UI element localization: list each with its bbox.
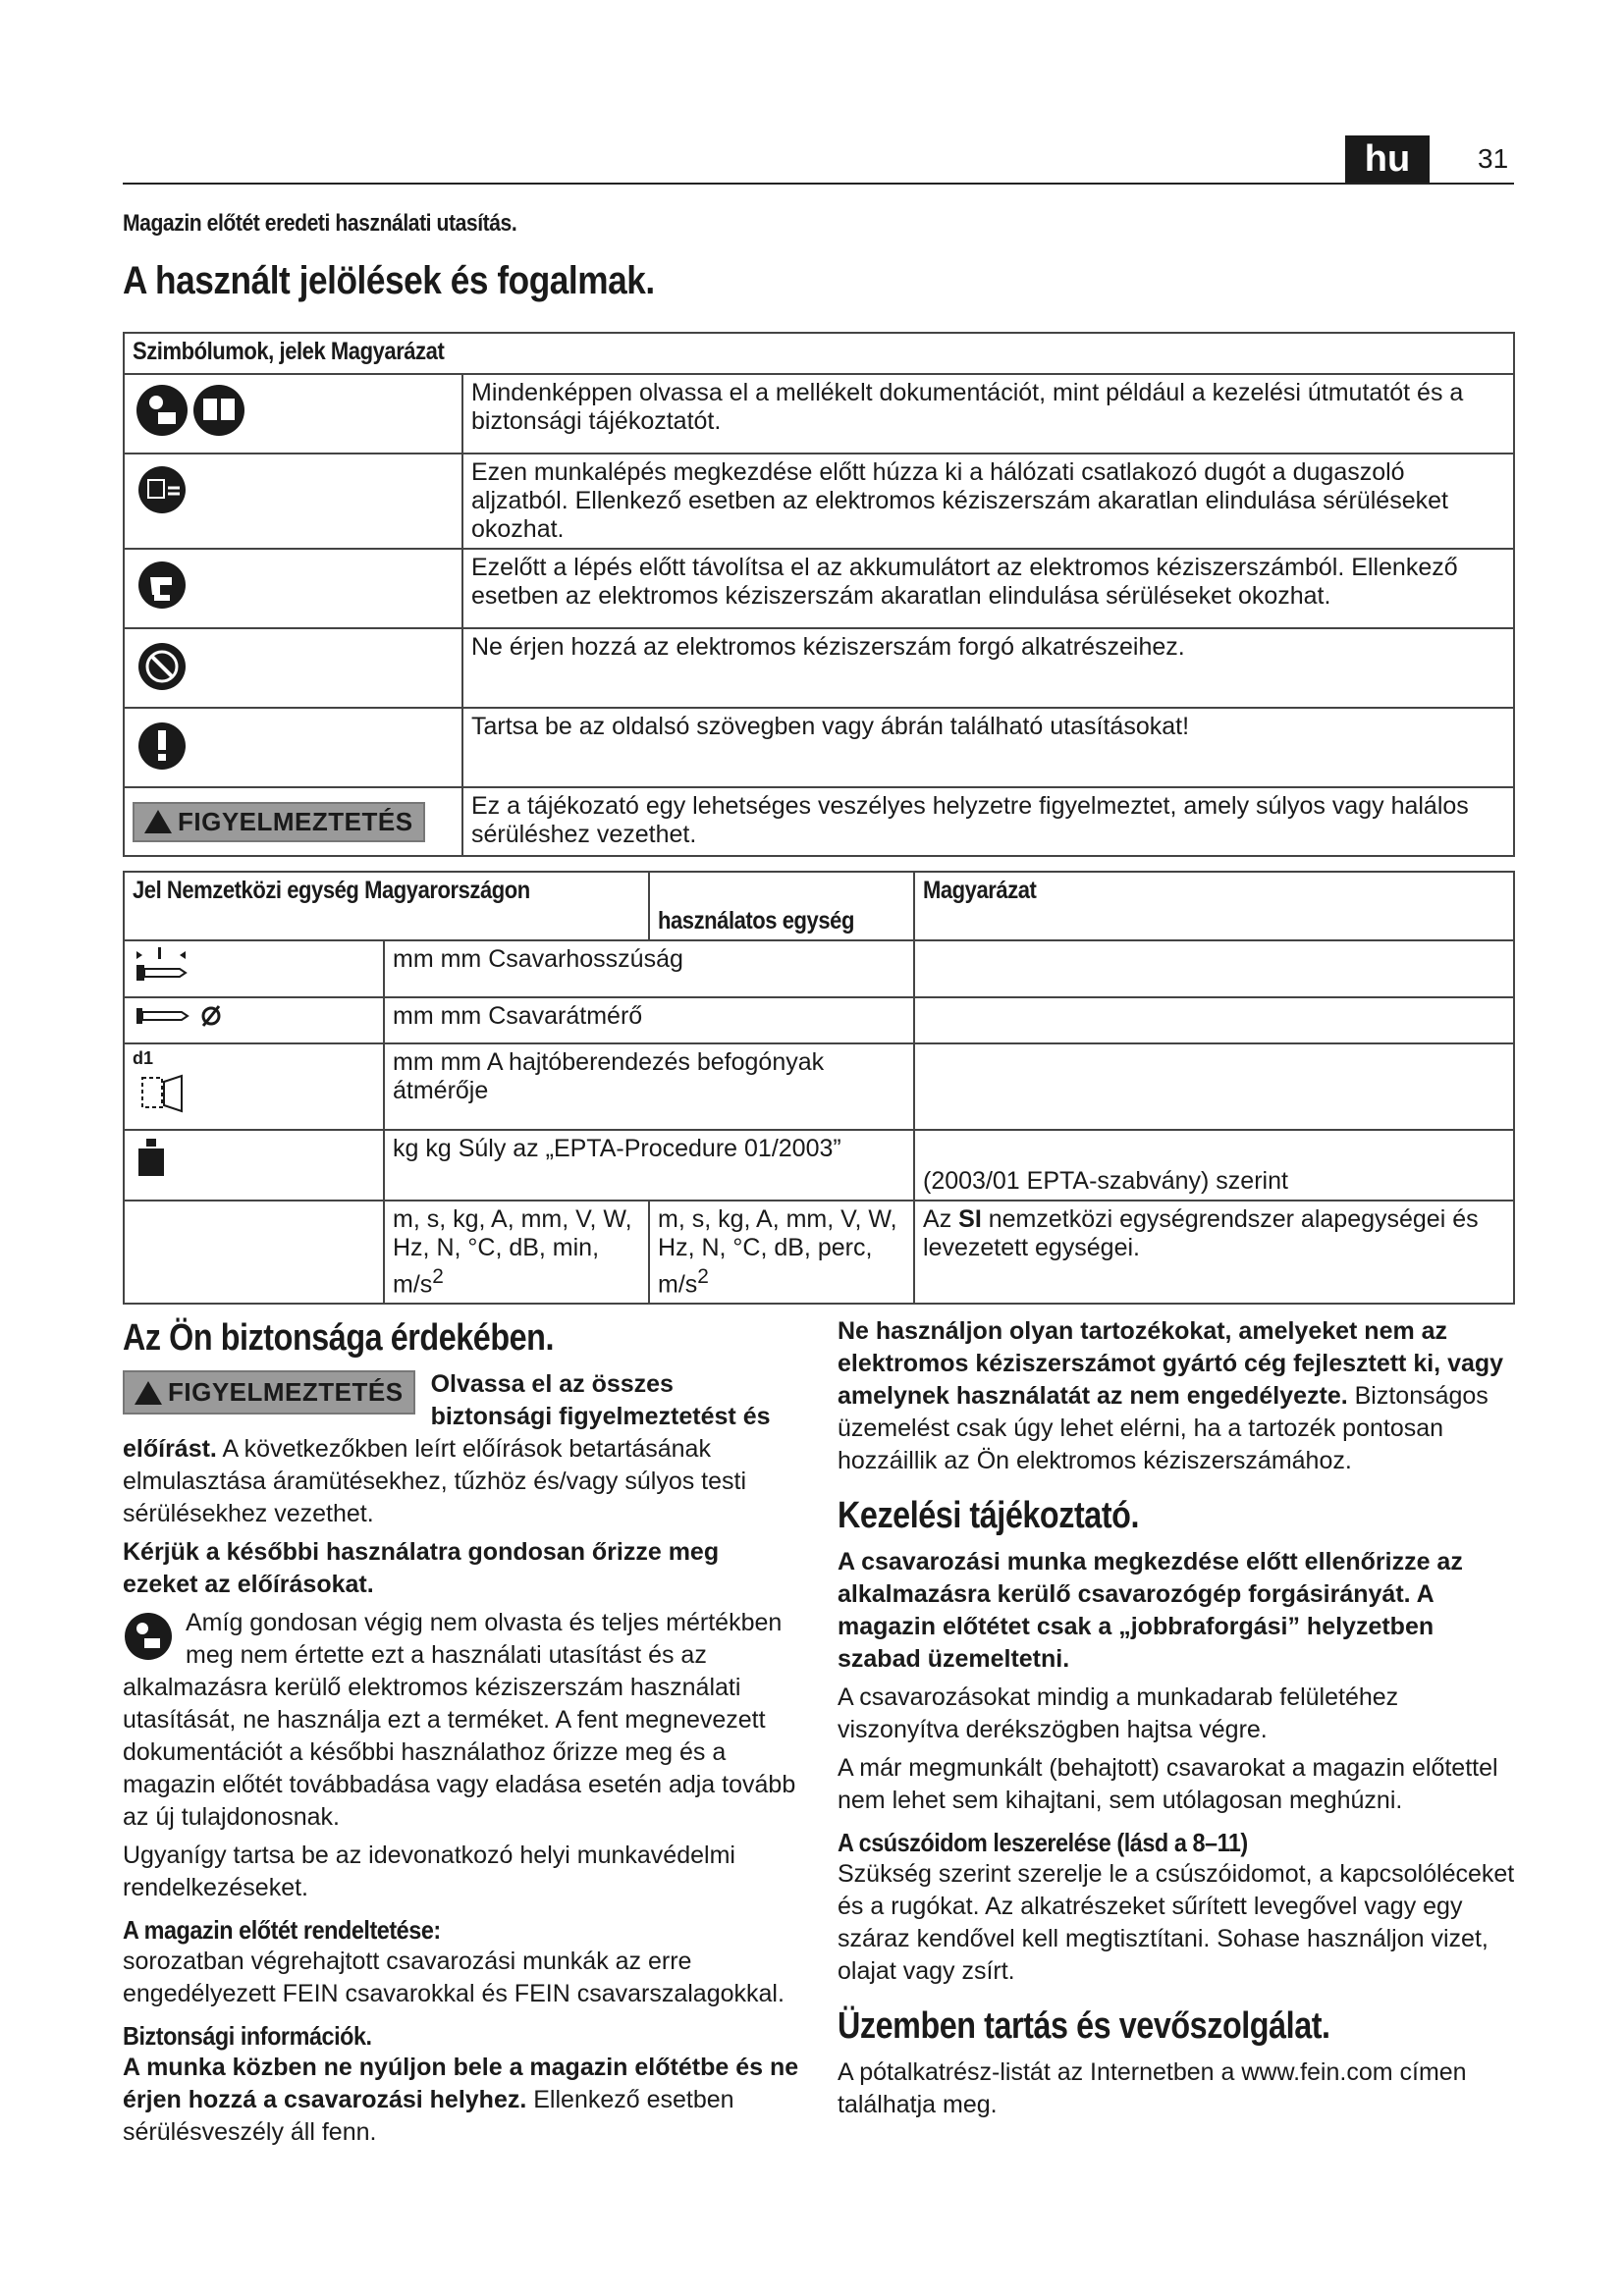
symbols-row-text: Ezen munkalépés megkezdése előtt húzza ki a hálózati csatlakozó dugót a dugaszoló aljzatból. Ellenkező esetben az elektromos kéziszerszám akaratlan elindulása sérüléseket okozhat. [462,454,1514,549]
symbols-row-text: Ne érjen hozzá az elektromos kéziszerszám forgó alkatrészeihez. [462,628,1514,708]
warning-triangle-icon [135,1381,162,1405]
symbols-row-icons [124,787,462,856]
read-safety-instructions-icon [133,379,250,442]
si-text-bold: SI [958,1205,982,1233]
warning-badge-label: FIGYELMEZTETÉS [168,1377,404,1407]
slide-title: A csúszóidom leszerelése (lásd a 8–11) [838,1828,1248,1857]
unplug-mains-icon [133,458,195,521]
document-subtitle: Magazin előtét eredeti használati utasítás. [123,210,517,237]
read-safety-instructions-icon [123,1611,174,1662]
units-row-col3 [914,997,1514,1043]
units-header-col1: Jel Nemzetközi egység Magyarországon [124,872,649,940]
left-column [123,1315,800,2155]
warning-badge [123,1370,415,1415]
operating-paragraph-1: A csavarozásokat mindig a munkadarab felületéhez viszonyítva derékszögben hajtsa végre. [838,1683,1399,1743]
safety-title: Az Ön biztonsága érdekében. [123,1317,555,1359]
units-row-text: mm mm A hajtóberendezés befogónyak átmérője [384,1043,914,1130]
safety-info-bold: A munka közben ne nyúljon bele a magazin előtétbe és ne érjen hozzá a csavarozási helyhez. [123,2054,799,2113]
si-text-post: nemzetközi egységrendszer alapegységei és levezetett egységei. [923,1205,1479,1261]
section-title: A használt jelölések és fogalmak. [123,259,655,302]
operating-paragraph-2: A már megmunkált (behajtott) csavarokat a magazin előtettel nem lehet sem kihajtani, sem utólagosan meghúzni. [838,1754,1498,1814]
symbols-row-text: Ezelőtt a lépés előtt távolítsa el az akkumulátort az elektromos kéziszerszámból. Ellenkező esetben az elektromos kéziszerszám akaratlan elindulása sérüléseket okozhat. [462,549,1514,628]
symbols-row-icons [124,549,462,628]
safety-info-text: Ellenkező esetben sérülésveszély áll fenn. [123,2086,734,2146]
units-row-icon [124,1043,384,1130]
symbols-row-icons [124,454,462,549]
do-not-touch-rotating-parts-icon [133,633,195,696]
units-row-col3 [914,1043,1514,1130]
right-column [838,1315,1515,2127]
symbols-row-icons [124,628,462,708]
read-manual-text: Amíg gondosan végig nem olvasta és teljes mértékben meg nem értette ezt a használati utasítást és az alkalmazásra kerülő elektromos kéziszerszám használati utasítását, ne használja ezt a terméket. A fent megnevezett dokumentációt a későbbi használathoz őrizze meg és a magazin előtét továbbadása vagy eladása esetén adja tovább az új tulajdonosnak. [123,1609,796,1831]
warning-triangle-icon [144,810,172,833]
purpose-title: A magazin előtét rendeltetése: [123,1915,441,1945]
si-text-pre: Az [923,1205,959,1233]
language-badge: hu [1345,135,1430,183]
si-units-intl: m, s, kg, A, mm, V, W, Hz, N, °C, dB, min, m/s [393,1205,632,1299]
symbols-row-text: Mindenképpen olvassa el a mellékelt dokumentációt, mint például a kezelési útmutatót és a biztonsági tájékoztatót. [462,374,1514,454]
weight-icon [133,1135,172,1184]
units-row-col3 [914,940,1514,997]
accessories-text: Biztonságos üzemelést csak úgy lehet elérni, ha a tartozék pontosan hozzáillik az Ön elektromos kéziszerszámához. [838,1382,1489,1474]
local-rules: Ugyanígy tartsa be az idevonatkozó helyi munkavédelmi rendelkezéseket. [123,1842,735,1901]
symbols-table-header: Szimbólumok, jelek Magyarázat [124,333,1514,374]
units-header-col2: használatos egység [649,872,914,940]
warning-bold-text: Olvassa el az összes biztonsági figyelmeztetést és előírást. [123,1370,771,1463]
accessories-bold: Ne használjon olyan tartozékokat, amelyeket nem az elektromos kéziszerszámot gyártó cég fejlesztett ki, vagy amelynek használatát az nem engedélyezte. [838,1317,1504,1410]
units-row-icon [124,940,384,997]
symbols-table [123,332,1515,857]
chuck-diameter-label: d1 [133,1048,154,1068]
safety-info-title: Biztonsági információk. [123,2021,372,2051]
page-number: 31 [1478,143,1509,174]
si-units-intl-sup: 2 [432,1265,444,1288]
units-row-text: kg kg Súly az „EPTA-Procedure 01/2003” [384,1130,914,1201]
accessories-paragraph [838,1315,1515,1477]
slide-text: Szükség szerint szerelje le a csúszóidomot, a kapcsolóléceket és a rugókat. Az alkatrészeket sűrített levegővel vagy egy száraz kendővel kell megtisztítani. Sohase használjon vizet, olajat vagy zsírt. [838,1860,1515,1985]
units-si-col2 [649,1201,914,1304]
units-row-icon [124,1130,384,1201]
si-units-hu-sup: 2 [697,1265,709,1288]
attention-icon [133,713,195,775]
units-row-col3: (2003/01 EPTA-szabvány) szerint [914,1130,1514,1201]
keep-instructions: Kérjük a későbbi használatra gondosan őrizze meg ezeket az előírásokat. [123,1538,720,1598]
units-row-icon [124,1201,384,1304]
screw-length-icon [133,945,211,985]
warning-badge-label: FIGYELMEZTETÉS [178,806,413,836]
units-si-col1 [384,1201,649,1304]
symbols-row-text: Ez a tájékozató egy lehetséges veszélyes helyzetre figyelmeztet, amely súlyos vagy halálos sérüléshez vezethet. [462,787,1514,856]
service-text: A pótalkatrész-listát az Internetben a www.fein.com címen találhatja meg. [838,2058,1467,2118]
units-header-col3: Magyarázat [914,872,1514,940]
purpose-text: sorozatban végrehajtott csavarozási munkák az erre engedélyezett FEIN csavarokkal és FEIN csavarszalagokkal. [123,1948,785,2007]
units-table [123,871,1515,1305]
remove-battery-icon [133,554,195,616]
units-si-col3 [914,1201,1514,1304]
si-units-hu: m, s, kg, A, mm, V, W, Hz, N, °C, dB, perc, m/s [658,1205,897,1299]
safety-info-paragraph [123,2052,800,2149]
chuck-diameter-icon [133,1068,201,1117]
read-manual-paragraph [123,1607,800,1834]
warning-text: A következőkben leírt előírások betartásának elmulasztása áramütésekhez, tűzhöz és/vagy súlyos testi sérülésekhez vezethet. [123,1435,747,1527]
warning-badge [133,802,425,842]
operating-bold: A csavarozási munka megkezdése előtt ellenőrizze az alkalmazásra kerülő csavarozógép forgásirányát. A magazin előtétet csak a „jobbraforgási” helyzetben szabad üzemeltetni. [838,1548,1463,1673]
units-row-text: mm mm Csavarhosszúság [384,940,914,997]
symbols-row-icons [124,374,462,454]
units-row-text: mm mm Csavarátmérő [384,997,914,1043]
header-rule [123,183,1514,185]
symbols-row-icons [124,708,462,787]
screw-diameter-icon [133,1002,241,1032]
operating-title: Kezelési tájékoztató. [838,1495,1140,1536]
warning-paragraph [123,1368,800,1530]
service-title: Üzemben tartás és vevőszolgálat. [838,2005,1330,2047]
symbols-row-text: Tartsa be az oldalsó szövegben vagy ábrán található utasításokat! [462,708,1514,787]
units-row-icon [124,997,384,1043]
